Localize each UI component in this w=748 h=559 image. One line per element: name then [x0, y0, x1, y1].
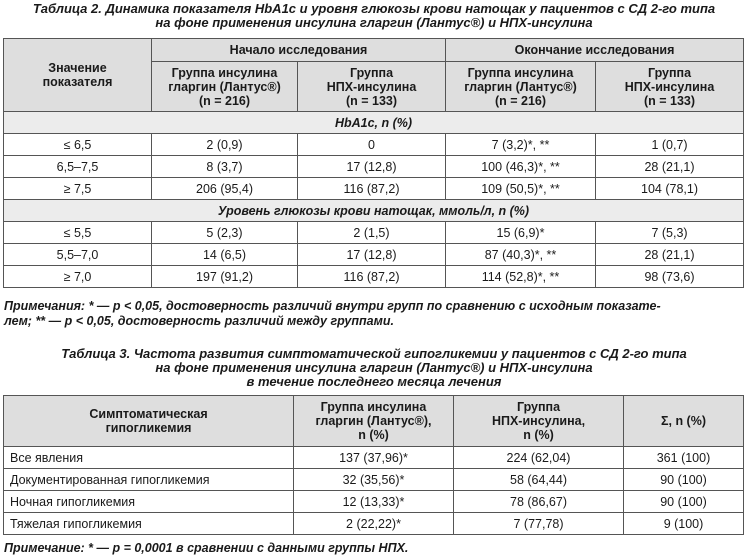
- table-cell: 224 (62,04): [454, 447, 624, 469]
- table-cell: 7 (77,78): [454, 513, 624, 535]
- table2-title-line-2: на фоне применения инсулина гларгин (Лантус®) и НПХ-инсулина: [155, 15, 593, 30]
- table-cell: 206 (95,4): [152, 178, 298, 200]
- table2-title-line-1: Таблица 2. Динамика показателя HbA1c и уровня глюкозы крови натощак у пациентов с СД 2-го типа: [32, 1, 716, 16]
- col-header-line: Симптоматическая: [89, 407, 208, 421]
- table-cell: 114 (52,8)*, **: [446, 266, 596, 288]
- col-nph-end: [596, 62, 744, 112]
- col-header-line: Группа инсулина: [171, 65, 278, 80]
- col-nph-header: [454, 396, 624, 447]
- section-title-hba1c: HbA1c, n (%): [4, 112, 744, 134]
- col-header-line: Группа инсулина: [320, 400, 427, 414]
- table2-note-line-1: Примечания: * — p < 0,05, достоверность различий внутри групп по сравнению с исходным показате-: [4, 299, 661, 313]
- group-end-header: Окончание исследования: [446, 39, 744, 62]
- table-cell: 28 (21,1): [596, 156, 744, 178]
- col-header-line: Группа инсулина: [467, 65, 574, 80]
- table3-title-line-3: в течение последнего месяца лечения: [246, 374, 502, 389]
- col-header-line: (n = 133): [643, 93, 696, 108]
- table-cell: 197 (91,2): [152, 266, 298, 288]
- table3-title-line-2: на фоне применения инсулина гларгин (Лантус®) и НПХ-инсулина: [155, 360, 593, 375]
- col-header-line: НПХ-инсулина: [326, 79, 417, 94]
- row-label: 5,5–7,0: [4, 244, 152, 266]
- table-cell: 90 (100): [624, 469, 744, 491]
- row-label: Тяжелая гипогликемия: [4, 513, 294, 535]
- table-cell: 32 (35,56)*: [294, 469, 454, 491]
- table2-note-line-2: лем; ** — p < 0,05, достоверность различий между группами.: [4, 314, 394, 328]
- col-glargine-end: [446, 62, 596, 112]
- table-cell: 17 (12,8): [298, 156, 446, 178]
- table-cell: 98 (73,6): [596, 266, 744, 288]
- table-cell: 8 (3,7): [152, 156, 298, 178]
- group-start-header: Начало исследования: [152, 39, 446, 62]
- row-label: Документированная гипогликемия: [4, 469, 294, 491]
- table-cell: 58 (64,44): [454, 469, 624, 491]
- table-row: [4, 134, 744, 156]
- table-cell: 109 (50,5)*, **: [446, 178, 596, 200]
- table-cell: 137 (37,96)*: [294, 447, 454, 469]
- table-cell: 28 (21,1): [596, 244, 744, 266]
- row-header-line-1: Значение: [48, 61, 107, 75]
- table3-title-line-1: Таблица 3. Частота развития симптоматической гипогликемии у пациентов с СД 2-го типа: [61, 346, 687, 361]
- table3: [3, 395, 744, 535]
- table-cell: 17 (12,8): [298, 244, 446, 266]
- row-label: ≥ 7,5: [4, 178, 152, 200]
- col-header-line: Группа: [647, 65, 692, 80]
- table-row: [4, 156, 744, 178]
- col-header-line: гларгин (Лантус®),: [315, 414, 432, 428]
- col-header-line: n (%): [358, 428, 389, 442]
- table-cell: 12 (13,33)*: [294, 491, 454, 513]
- col-hypoglycemia-header: [4, 396, 294, 447]
- table2-note: [4, 299, 744, 329]
- col-header-line: (n = 216): [198, 93, 251, 108]
- table-cell: 9 (100): [624, 513, 744, 535]
- table-cell: 90 (100): [624, 491, 744, 513]
- col-glargine-start: [152, 62, 298, 112]
- table-cell: 116 (87,2): [298, 266, 446, 288]
- row-label: Все явления: [4, 447, 294, 469]
- table-cell: 2 (1,5): [298, 222, 446, 244]
- table-cell: 78 (86,67): [454, 491, 624, 513]
- col-nph-start: [298, 62, 446, 112]
- row-header-line-2: показателя: [42, 75, 113, 89]
- col-sum-header: [624, 396, 744, 447]
- table-cell: 104 (78,1): [596, 178, 744, 200]
- row-label: ≥ 7,0: [4, 266, 152, 288]
- row-label: 6,5–7,5: [4, 156, 152, 178]
- table-row: [4, 469, 744, 491]
- col-glargine-header: [294, 396, 454, 447]
- table-cell: 15 (6,9)*: [446, 222, 596, 244]
- table-cell: 14 (6,5): [152, 244, 298, 266]
- row-header-cell: [4, 39, 152, 112]
- col-header-line: Группа: [349, 65, 394, 80]
- col-header-line: (n = 133): [345, 93, 398, 108]
- table3-note: Примечание: * — p = 0,0001 в сравнении с данными группы НПХ.: [4, 541, 409, 555]
- col-header-line: НПХ-инсулина: [624, 79, 715, 94]
- row-label: ≤ 6,5: [4, 134, 152, 156]
- table-row: [4, 266, 744, 288]
- table-cell: 0: [298, 134, 446, 156]
- row-label: Ночная гипогликемия: [4, 491, 294, 513]
- table-cell: 116 (87,2): [298, 178, 446, 200]
- table-row: [4, 491, 744, 513]
- col-header-line: Σ, n (%): [661, 414, 706, 428]
- col-header-line: гларгин (Лантус®): [168, 79, 281, 94]
- col-header-line: гипогликемия: [105, 421, 192, 435]
- table-cell: 2 (22,22)*: [294, 513, 454, 535]
- table-cell: 87 (40,3)*, **: [446, 244, 596, 266]
- table-cell: 5 (2,3): [152, 222, 298, 244]
- table-cell: 1 (0,7): [596, 134, 744, 156]
- table-row: [4, 244, 744, 266]
- col-header-line: НПХ-инсулина,: [491, 414, 586, 428]
- col-header-line: Группа: [516, 400, 561, 414]
- row-label: ≤ 5,5: [4, 222, 152, 244]
- table-row: [4, 447, 744, 469]
- col-header-line: (n = 216): [494, 93, 547, 108]
- table-cell: 361 (100): [624, 447, 744, 469]
- table-row: [4, 513, 744, 535]
- table2: [3, 38, 744, 288]
- table3-title: [0, 347, 748, 389]
- table2-title: [0, 2, 748, 30]
- table-cell: 100 (46,3)*, **: [446, 156, 596, 178]
- table-cell: 2 (0,9): [152, 134, 298, 156]
- table-cell: 7 (5,3): [596, 222, 744, 244]
- col-header-line: n (%): [523, 428, 554, 442]
- table-row: [4, 222, 744, 244]
- table-row: [4, 178, 744, 200]
- section-title-glucose: Уровень глюкозы крови натощак, ммоль/л, n (%): [4, 200, 744, 222]
- col-header-line: гларгин (Лантус®): [464, 79, 577, 94]
- table-cell: 7 (3,2)*, **: [446, 134, 596, 156]
